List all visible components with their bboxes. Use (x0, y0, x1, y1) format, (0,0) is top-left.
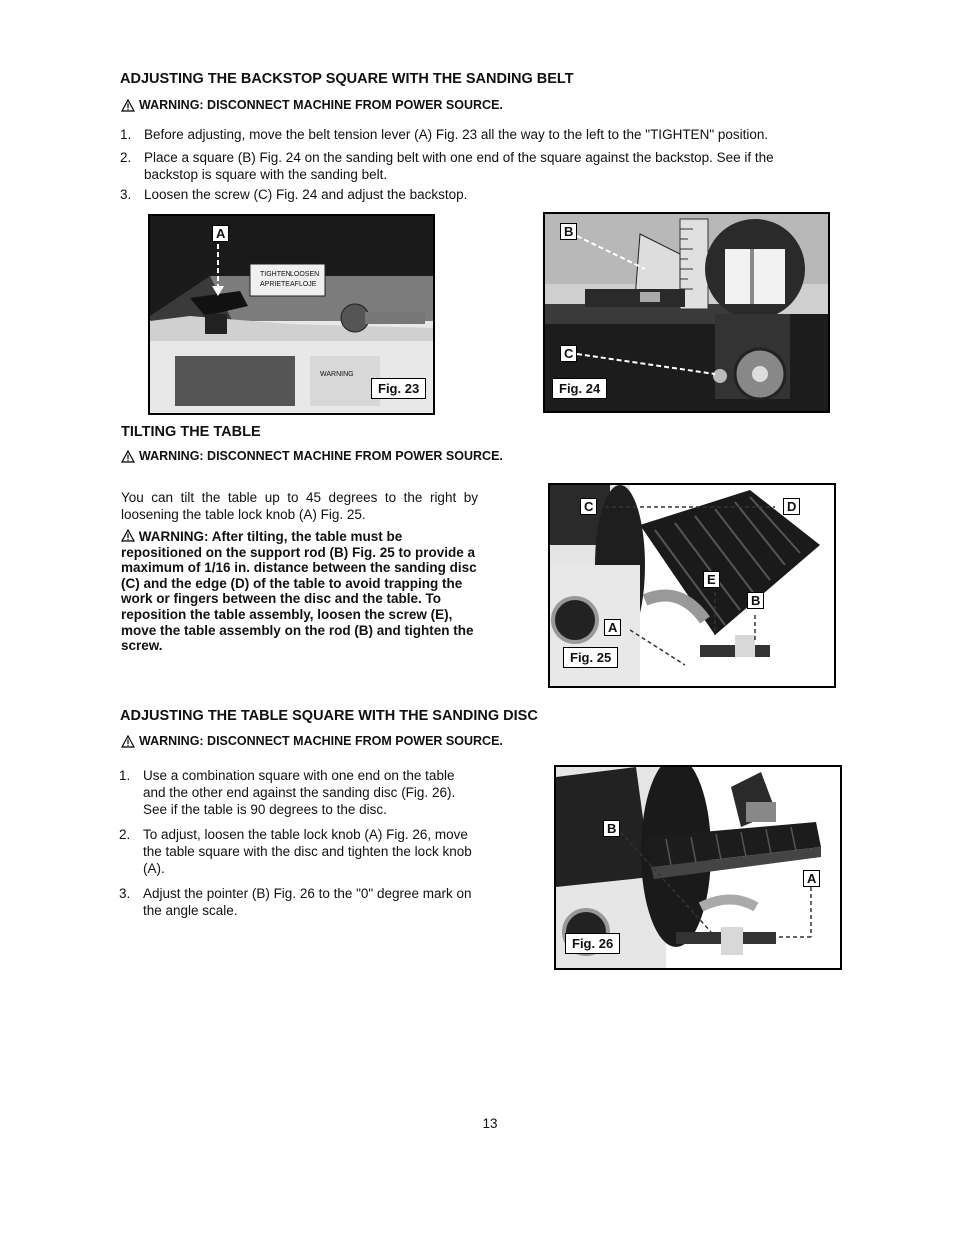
callout-b: B (603, 820, 620, 837)
step-number: 3. (119, 886, 131, 901)
callout-c: C (560, 345, 577, 362)
warning-text: WARNING: DISCONNECT MACHINE FROM POWER SOURCE. (139, 449, 503, 463)
warning-triangle-icon (121, 99, 135, 112)
tilt-warning-text: WARNING: After tilting, the table must be repositioned on the support rod (B) Fig. 25 to provide a maximum of 1/16 in. distance between the sanding disc (C) and the edge (D) of the table to avoid trapping the work or fingers between the disc and the table. To reposition the table assembly, loosen the screw (E), move the table assembly on the rod (B) and tighten the screw. (121, 529, 477, 654)
step-text: Loosen the screw (C) Fig. 24 and adjust the backstop. (144, 187, 468, 202)
lever-label: AFLOJE (290, 281, 317, 288)
step-number: 3. (120, 187, 132, 202)
warning-text: WARNING: DISCONNECT MACHINE FROM POWER SOURCE. (139, 98, 503, 112)
warning-text: WARNING: DISCONNECT MACHINE FROM POWER SOURCE. (139, 734, 503, 748)
callout-c: C (580, 498, 597, 515)
figure-25 (548, 483, 836, 688)
callout-a: A (604, 619, 621, 636)
warning-line-3 (121, 734, 503, 748)
lever-label: LOOSEN (290, 271, 320, 278)
step-number: 1. (120, 127, 132, 142)
callout-e: E (703, 571, 720, 588)
page-number: 13 (482, 1116, 498, 1131)
callout-b: B (560, 223, 577, 240)
warning-line-2 (121, 449, 503, 463)
list-item (119, 826, 479, 877)
figure-26 (554, 765, 842, 970)
callout-b: B (747, 592, 764, 609)
callout-d: D (783, 498, 800, 515)
list-item (120, 126, 820, 143)
lever-label: TIGHTEN (260, 271, 291, 278)
step-text: To adjust, loosen the table lock knob (A) Fig. 26, move the table square with the disc and tighten the lock knob (A). (143, 827, 472, 876)
figure-caption: Fig. 23 (371, 378, 426, 399)
step-number: 1. (119, 768, 131, 783)
warning-triangle-icon (121, 529, 135, 542)
step-text: Adjust the pointer (B) Fig. 26 to the "0" degree mark on the angle scale. (143, 886, 472, 918)
tilt-warning-block (121, 529, 478, 654)
warning-line-1 (121, 98, 503, 112)
section-title-backstop: ADJUSTING THE BACKSTOP SQUARE WITH THE SANDING BELT (120, 71, 574, 87)
warning-triangle-icon (121, 450, 135, 463)
figure-caption: Fig. 24 (552, 378, 607, 399)
step-text: Use a combination square with one end on the table and the other end against the sanding disc (Fig. 26). See if the table is 90 degrees to the disc. (143, 768, 456, 817)
warning-decal-text: WARNING (320, 371, 354, 378)
tilt-paragraph: You can tilt the table up to 45 degrees to the right by loosening the table lock knob (A) Fig. 25. (121, 490, 478, 522)
figure-caption: Fig. 26 (565, 933, 620, 954)
step-number: 2. (119, 827, 131, 842)
figure-caption: Fig. 25 (563, 647, 618, 668)
steps-list-3 (119, 767, 479, 919)
step-text: Before adjusting, move the belt tension lever (A) Fig. 23 all the way to the left to the "TIGHTEN" position. (144, 127, 769, 142)
figure-23 (148, 214, 435, 415)
callout-a: A (212, 225, 229, 242)
step-number: 2. (120, 150, 132, 165)
figure-24 (543, 212, 830, 413)
callout-a: A (803, 870, 820, 887)
section-title-tilting: TILTING THE TABLE (121, 424, 261, 440)
list-item (119, 885, 479, 919)
steps-list-1 (120, 126, 820, 203)
list-item (120, 186, 820, 203)
list-item (119, 767, 479, 818)
step-text: Place a square (B) Fig. 24 on the sanding belt with one end of the square against the backstop. See if the backstop is square with the sanding belt. (144, 150, 774, 182)
warning-triangle-icon (121, 735, 135, 748)
list-item (120, 149, 820, 183)
section-title-table-square: ADJUSTING THE TABLE SQUARE WITH THE SANDING DISC (120, 708, 538, 724)
lever-label: APRIETE (260, 281, 290, 288)
